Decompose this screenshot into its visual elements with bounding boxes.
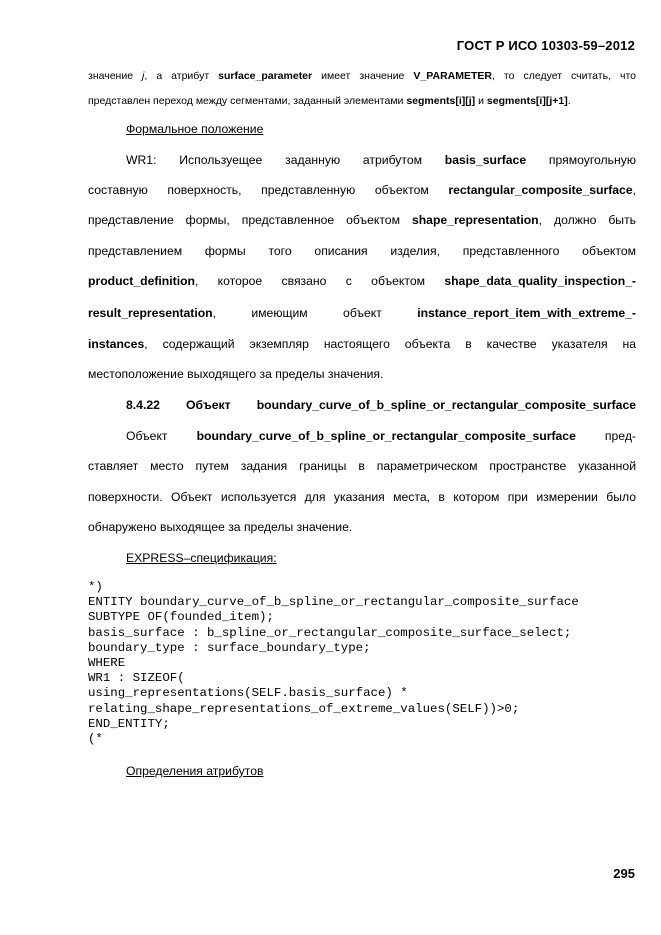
wr1-line-7: instances, содержащий экземпляр настоящего объекта в качестве указателя на — [88, 337, 636, 351]
section-heading: 8.4.22 Объект boundary_curve_of_b_spline_or_rectangular_composite_surface — [126, 398, 637, 412]
wr1-line-6: result_representation, имеющим объект instance_report_item_with_extreme_- — [88, 306, 636, 320]
desc-line-1: Объект boundary_curve_of_b_spline_or_rectangular_composite_surface пред- — [126, 429, 636, 443]
page-number: 295 — [613, 866, 635, 881]
wr1-line-4: представлением формы того описания изделия, представленного объектом — [88, 244, 636, 258]
wr1-line-3: представление формы, представленное объектом shape_representation, должно быть — [88, 213, 636, 227]
document-header: ГОСТ Р ИСО 10303-59–2012 — [456, 38, 635, 53]
wr1-line-5: product_definition, которое связано с объектом shape_data_quality_inspection_- — [88, 274, 636, 288]
attributes-heading: Определения атрибутов — [126, 764, 264, 778]
wr1-line-8: местоположение выходящего за пределы значения. — [88, 367, 384, 381]
wr1-line-2: составную поверхность, представленную объектом rectangular_composite_surface, — [88, 183, 636, 197]
intro-line-1: значение j, а атрибут surface_parameter имеет значение V_PARAMETER, то следует считать, что — [88, 70, 636, 82]
desc-line-2: ставляет место путем задания границы в параметрическом пространстве указанной — [88, 459, 636, 473]
formal-heading: Формальное положение — [126, 122, 264, 136]
wr1-line-1: WR1: Используещее заданную атрибутом basis_surface прямоугольную — [126, 153, 636, 167]
desc-line-4: обнаружено выходящее за пределы значение. — [88, 520, 353, 534]
express-code-block: *) ENTITY boundary_curve_of_b_spline_or_rectangular_composite_surface SUBTYPE OF(founded_item); basis_surface : b_spline_or_rectangular_composite_surface_select; boundary_type : surface_boundary_type; WHERE WR1 : SIZEOF( using_representations(SELF.basis_surface) * relating_shape_representations_of_extreme_values(SELF))>0; END_ENTITY; (* — [88, 580, 579, 747]
intro-line-2: представлен переход между сегментами, заданный элементами segments[i][j] и segments[i][j+1]. — [88, 95, 571, 107]
express-heading: EXPRESS–спецификация: — [126, 551, 277, 565]
desc-line-3: поверхности. Объект используется для указания места, в котором при измерении было — [88, 490, 636, 504]
